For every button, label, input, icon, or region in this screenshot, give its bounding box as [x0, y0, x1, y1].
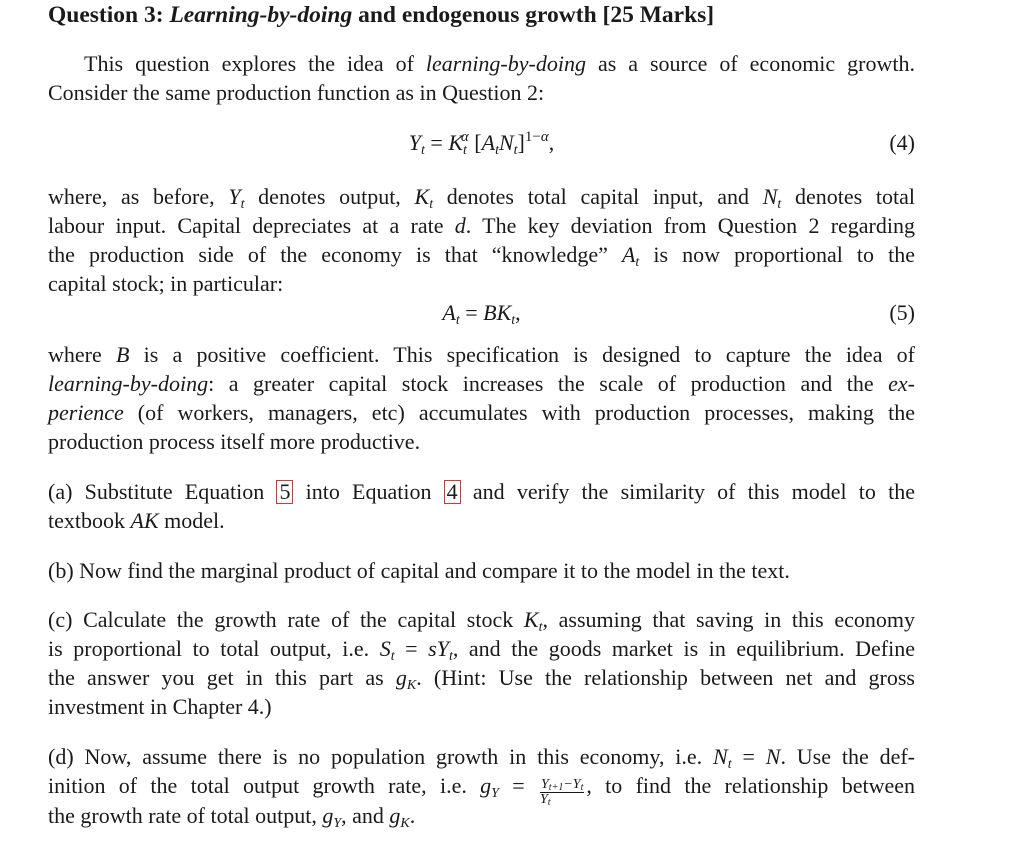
- text-italic: perience: [48, 400, 124, 425]
- text: where, as before,: [48, 184, 229, 209]
- text: : a greater capital stock increases the scale of production and the: [208, 371, 889, 396]
- text: , to find the relationship between: [586, 773, 915, 798]
- intro-line-1: [84, 49, 915, 78]
- text-italic: learning-by-doing: [425, 51, 586, 76]
- question-a-line-2: [48, 506, 915, 535]
- equation-5-formula: $A_t = BK_t$,: [442, 300, 521, 328]
- text: as a source of economic growth.: [585, 51, 915, 76]
- text: is now proportional to the: [639, 242, 915, 267]
- text: textbook: [48, 508, 131, 533]
- text: The key deviation from Question 2 regarding: [482, 213, 915, 238]
- text: is proportional to total output, i.e.: [48, 636, 380, 661]
- explain-line-1: where, as before, $Y_t$ denotes output, $K_t$ denotes total capital input, and $N_t$ denotes total: [48, 184, 915, 212]
- growth-rate-fraction: $\frac{Y_{t+1}-Y_t}{Y_t}$: [540, 777, 584, 808]
- heading-italic: Learning-by-doing: [169, 2, 353, 28]
- text: the production side of the economy is that “knowledge”: [48, 242, 622, 267]
- text: , and: [341, 803, 390, 828]
- text: (b) Now find the marginal product of capital and compare it to the model in the text.: [48, 558, 790, 583]
- text: capital stock; in particular:: [48, 271, 284, 296]
- text: Consider the same production function as in Question 2:: [48, 80, 545, 105]
- para2-line-2: [48, 369, 915, 398]
- heading-suffix: and endogenous growth [25 Marks]: [352, 2, 715, 28]
- text: denotes total: [781, 184, 915, 209]
- text: (d) Now, assume there is no population growth in this economy, i.e.: [48, 744, 714, 769]
- text: (of workers, managers, etc) accumulates with production processes, making the: [123, 400, 915, 425]
- equation-5-link[interactable]: 5: [276, 480, 293, 504]
- explain-line-3: the production side of the economy is that “knowledge” $A_t$ is now proportional to the: [48, 242, 915, 270]
- text: where: [48, 342, 116, 367]
- text-italic: learning-by-doing: [48, 371, 209, 396]
- question-c-line-3: the answer you get in this part as $g_K$. (Hint: Use the relationship between net and gross: [48, 665, 915, 693]
- para2-line-3: [48, 398, 915, 427]
- text: labour input. Capital depreciates at a rate: [48, 213, 455, 238]
- text: .: [409, 803, 416, 828]
- question-d-line-3: the growth rate of total output, $g_Y$, and $g_K$.: [48, 803, 416, 831]
- question-b-line-1: [48, 556, 915, 585]
- text: , and the goods market is in equilibrium. Define: [452, 636, 915, 661]
- question-c-line-4: [48, 692, 915, 721]
- equation-4-formula: $Y_t = K_t^\alpha$ $[A_tN_t]^{1-\alpha}$,: [408, 129, 555, 158]
- text: denotes total capital input, and: [433, 184, 763, 209]
- text: This question explores the idea of: [84, 51, 426, 76]
- text: (c) Calculate the growth rate of the capital stock: [48, 607, 524, 632]
- text: . (Hint: Use the relationship between net and gross: [416, 665, 915, 690]
- equation-4-link[interactable]: 4: [444, 480, 461, 504]
- text: model.: [158, 508, 225, 533]
- text: the answer you get in this part as: [48, 665, 396, 690]
- explain-line-4: [48, 269, 915, 298]
- question-d-line-2: inition of the total output growth rate, i.e. $g_Y$ = $\frac{Y_{t+1}-Y_t}{Y_t}$ , to find the relationship between: [48, 773, 915, 808]
- text-italic: AK: [130, 508, 159, 533]
- text-italic: ex-: [888, 371, 915, 396]
- intro-line-2: [48, 78, 915, 107]
- equation-4-number: (4): [889, 130, 915, 155]
- para2-line-1: where B is a positive coefficient. This specification is designed to capture the idea of: [48, 342, 915, 367]
- question-d-line-1: (d) Now, assume there is no population growth in this economy, i.e. $N_t = N$. Use the def-: [48, 744, 915, 772]
- explain-line-2: labour input. Capital depreciates at a rate d. The key deviation from Question 2 regarding: [48, 213, 915, 238]
- question-heading: [48, 0, 714, 30]
- text: denotes output,: [244, 184, 415, 209]
- text: the growth rate of total output,: [48, 803, 323, 828]
- text: inition of the total output growth rate, i.e.: [48, 773, 481, 798]
- text: into Equation: [293, 479, 444, 504]
- text: , assuming that saving in this economy: [542, 607, 915, 632]
- question-c-line-1: (c) Calculate the growth rate of the capital stock $K_t$, assuming that saving in this economy: [48, 607, 915, 635]
- question-c-line-2: is proportional to total output, i.e. $S_t = sY_t$, and the goods market is in equilibrium. Define: [48, 636, 915, 664]
- equation-5-number: (5): [889, 300, 915, 325]
- text: and verify the similarity of this model to the: [460, 479, 915, 504]
- para2-line-4: [48, 427, 915, 456]
- heading-prefix: Question 3:: [48, 2, 170, 28]
- text: . Use the def-: [780, 744, 915, 769]
- text: (a) Substitute Equation: [48, 479, 277, 504]
- question-a-line-1: [48, 477, 915, 506]
- text: is a positive coefficient. This specification is designed to capture the idea of: [129, 342, 915, 367]
- text: investment in Chapter 4.): [48, 694, 272, 719]
- text: production process itself more productive.: [48, 429, 421, 454]
